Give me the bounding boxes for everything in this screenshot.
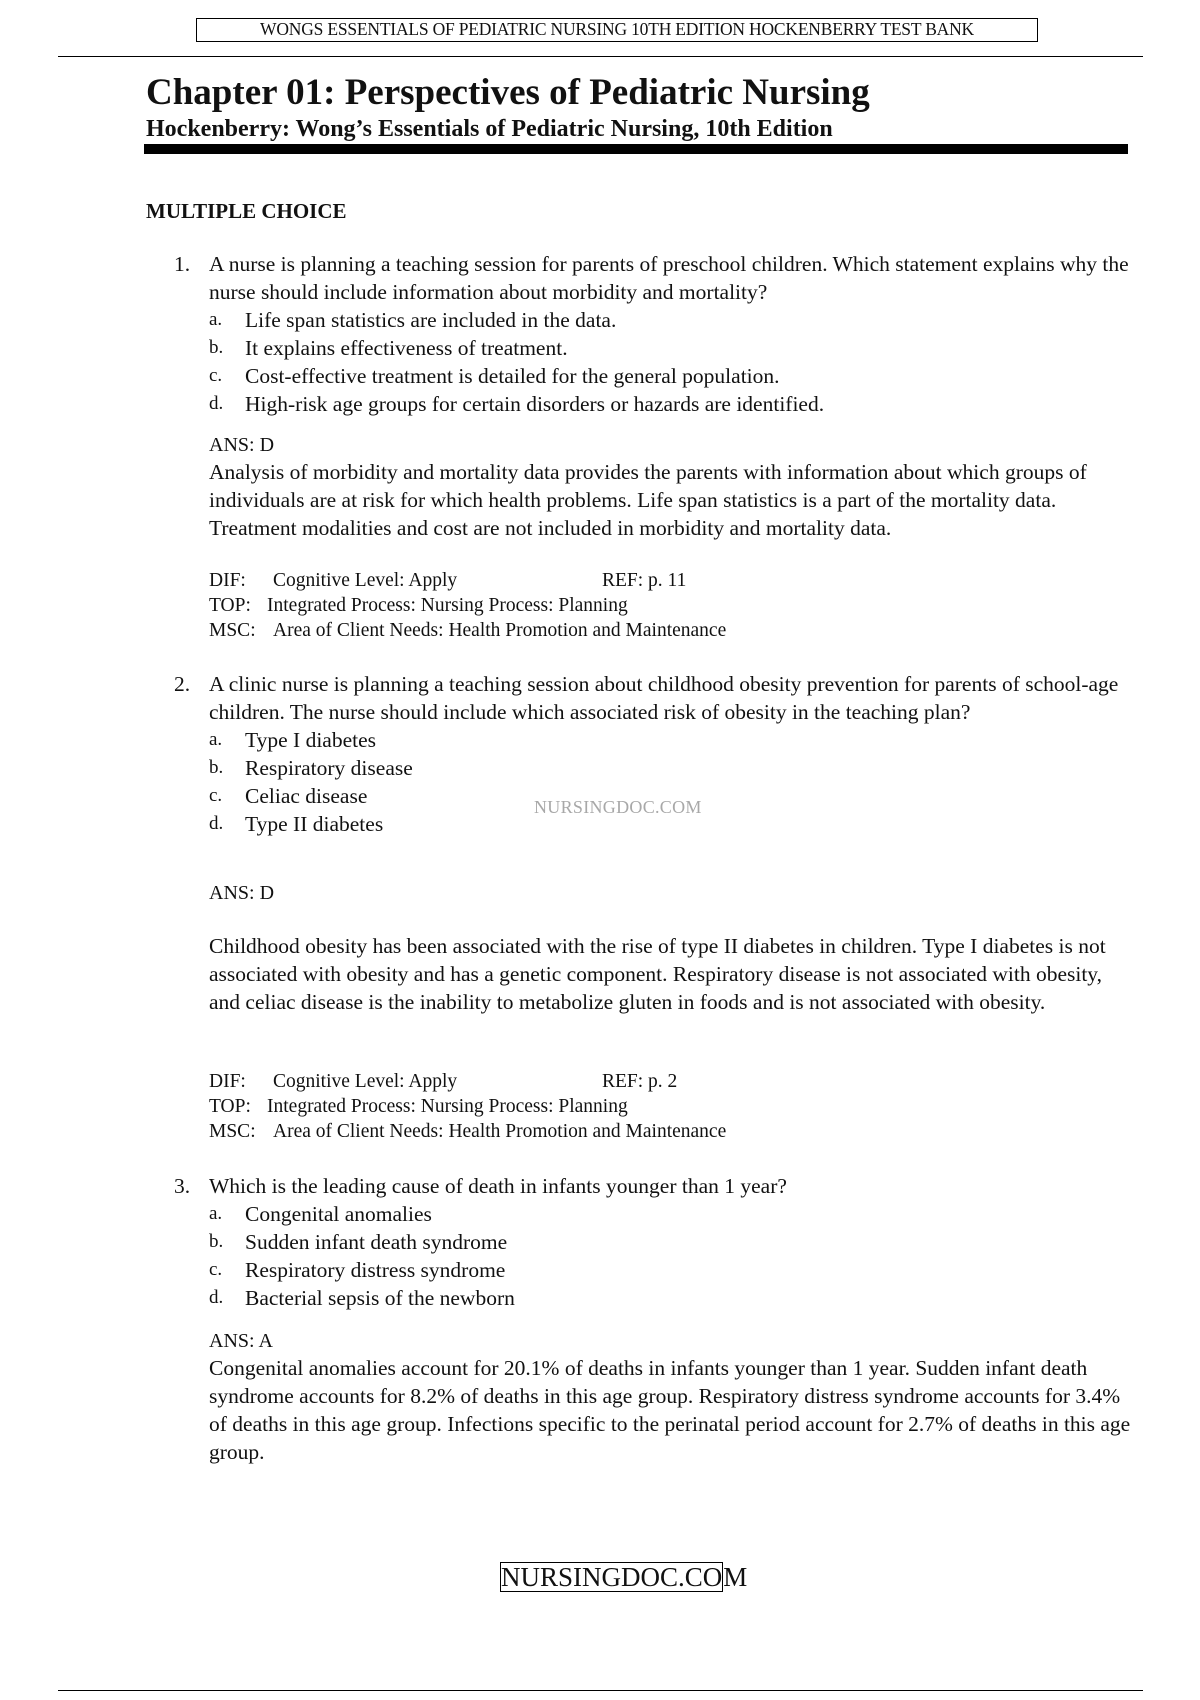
rationale: Childhood obesity has been associated with the rise of type II diabetes in children. Type I diabetes is not associated with obesity and has a genetic component. Respiratory disease is not associated with obesity, and celiac disease is the inability to metabolize gluten in foods and is not associated with obesity. bbox=[209, 934, 1106, 1014]
option-letter: d. bbox=[209, 1287, 224, 1308]
option-text: Celiac disease bbox=[245, 784, 368, 808]
footer-watermark-boxed: NURSINGDOC.CO bbox=[501, 1562, 723, 1592]
question-stem: Which is the leading cause of death in infants younger than 1 year? bbox=[209, 1174, 787, 1198]
option-row bbox=[209, 334, 1134, 362]
top-key: TOP: bbox=[209, 1096, 251, 1117]
header-banner: WONGS ESSENTIALS OF PEDIATRIC NURSING 10TH EDITION HOCKENBERRY TEST BANK bbox=[196, 18, 1038, 42]
msc-key: MSC: bbox=[209, 1121, 256, 1142]
footer-watermark-tail: M bbox=[723, 1562, 748, 1592]
answer-key: ANS: A bbox=[209, 1330, 273, 1352]
option-row bbox=[209, 726, 1134, 754]
option-letter: a. bbox=[209, 1203, 223, 1224]
option-text: High-risk age groups for certain disorders or hazards are identified. bbox=[245, 392, 825, 416]
top-value: Integrated Process: Nursing Process: Planning bbox=[267, 595, 628, 616]
msc-value: Area of Client Needs: Health Promotion and Maintenance bbox=[273, 1121, 727, 1142]
dif-key: DIF: bbox=[209, 570, 246, 591]
title-divider bbox=[144, 144, 1128, 154]
option-text: Type II diabetes bbox=[245, 812, 384, 836]
top-divider bbox=[58, 56, 1143, 57]
question-3 bbox=[174, 1172, 1134, 1312]
option-letter: c. bbox=[209, 1259, 223, 1280]
option-row bbox=[209, 754, 1134, 782]
question-number: 2. bbox=[174, 672, 191, 696]
rationale: Congenital anomalies account for 20.1% of deaths in infants younger than 1 year. Sudden infant death syndrome accounts for 8.2% of deaths in this age group. Respiratory distress syndrome accounts for 3.4% of deaths in this age group. Infections specific to the perinatal period account for 2.7% of deaths in this age group. bbox=[209, 1356, 1131, 1464]
watermark-text: NURSINGDOC.COM bbox=[534, 797, 702, 817]
option-letter: b. bbox=[209, 757, 224, 778]
question-stem: A nurse is planning a teaching session for parents of preschool children. Which statement explains why the nurse should include information about morbidity and mortality? bbox=[209, 252, 1129, 304]
option-text: Life span statistics are included in the data. bbox=[245, 308, 617, 332]
option-text: Congenital anomalies bbox=[245, 1202, 432, 1226]
option-row bbox=[209, 1228, 1134, 1256]
option-letter: b. bbox=[209, 337, 224, 358]
option-letter: a. bbox=[209, 309, 223, 330]
question-1 bbox=[174, 250, 1134, 418]
question-number: 3. bbox=[174, 1174, 191, 1198]
option-text: Respiratory distress syndrome bbox=[245, 1258, 506, 1282]
rationale: Analysis of morbidity and mortality data provides the parents with information about which groups of individuals are at risk for which health problems. Life span statistics is a part of the mortality data. Treatment modalities and cost are not included in morbidity and mortality data. bbox=[209, 460, 1087, 540]
question-number: 1. bbox=[174, 252, 191, 276]
option-text: Respiratory disease bbox=[245, 756, 413, 780]
option-row bbox=[209, 306, 1134, 334]
top-key: TOP: bbox=[209, 595, 251, 616]
question-metadata bbox=[209, 1069, 909, 1144]
question-metadata bbox=[209, 568, 909, 643]
option-text: Cost-effective treatment is detailed for the general population. bbox=[245, 364, 780, 388]
option-row bbox=[209, 1284, 1134, 1312]
option-letter: d. bbox=[209, 393, 224, 414]
ref-value: REF: p. 2 bbox=[602, 1071, 678, 1092]
option-text: Type I diabetes bbox=[245, 728, 377, 752]
top-value: Integrated Process: Nursing Process: Planning bbox=[267, 1096, 628, 1117]
section-label: MULTIPLE CHOICE bbox=[146, 199, 347, 223]
msc-key: MSC: bbox=[209, 620, 256, 641]
option-text: It explains effectiveness of treatment. bbox=[245, 336, 568, 360]
option-row bbox=[209, 1200, 1134, 1228]
msc-value: Area of Client Needs: Health Promotion and Maintenance bbox=[273, 620, 727, 641]
footer-watermark bbox=[500, 1561, 747, 1593]
option-row bbox=[209, 362, 1134, 390]
option-row bbox=[209, 390, 1134, 418]
chapter-title: Chapter 01: Perspectives of Pediatric Nursing bbox=[146, 72, 870, 113]
ref-value: REF: p. 11 bbox=[602, 570, 687, 591]
bottom-divider bbox=[58, 1690, 1143, 1691]
option-row bbox=[209, 1256, 1134, 1284]
answer-key: ANS: D bbox=[209, 434, 275, 456]
option-letter: b. bbox=[209, 1231, 224, 1252]
question-stem: A clinic nurse is planning a teaching session about childhood obesity prevention for parents of school-age children. The nurse should include which associated risk of obesity in the teaching plan? bbox=[209, 672, 1119, 724]
option-letter: d. bbox=[209, 813, 224, 834]
dif-value: Cognitive Level: Apply bbox=[273, 1071, 458, 1092]
answer-key: ANS: D bbox=[209, 882, 275, 904]
option-letter: a. bbox=[209, 729, 223, 750]
option-letter: c. bbox=[209, 365, 223, 386]
book-subtitle: Hockenberry: Wong’s Essentials of Pediatric Nursing, 10th Edition bbox=[146, 116, 833, 142]
dif-value: Cognitive Level: Apply bbox=[273, 570, 458, 591]
option-letter: c. bbox=[209, 785, 223, 806]
dif-key: DIF: bbox=[209, 1071, 246, 1092]
option-text: Sudden infant death syndrome bbox=[245, 1230, 508, 1254]
option-text: Bacterial sepsis of the newborn bbox=[245, 1286, 515, 1310]
